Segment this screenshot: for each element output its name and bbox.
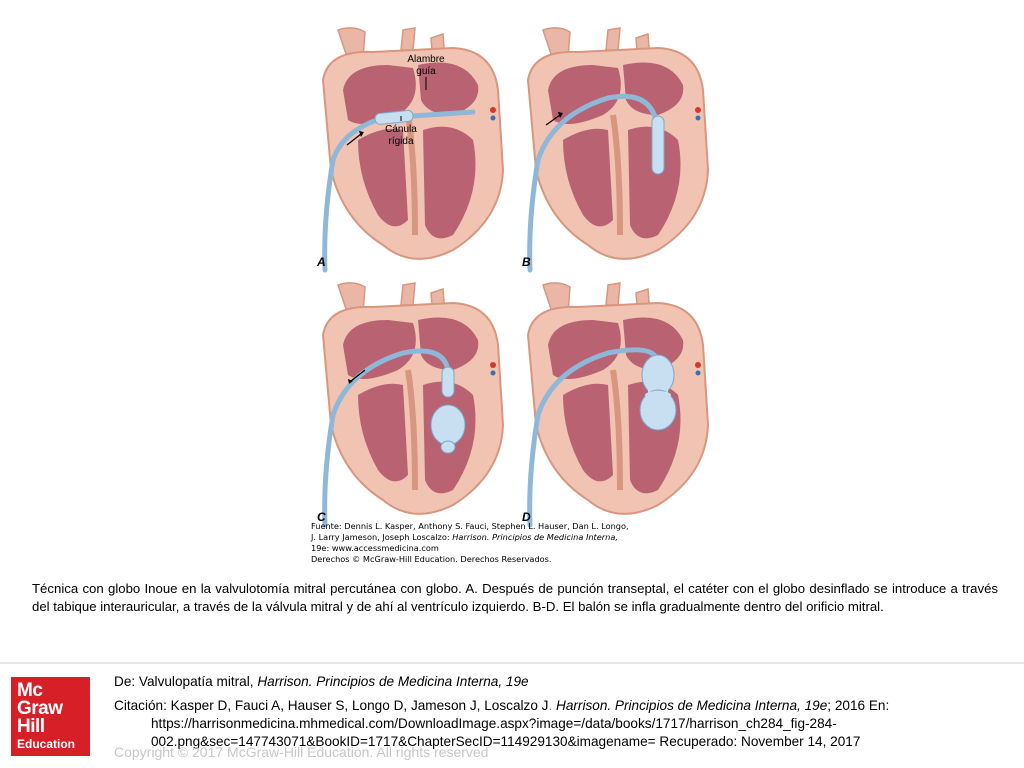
- source-line: J. Larry Jameson, Joseph Loscalzo: Harrison. Principios de Medicina Interna,: [311, 532, 618, 542]
- heart-illustration: [508, 20, 713, 275]
- citation-block: [114, 673, 1014, 760]
- heart-illustration: [303, 20, 508, 275]
- callout-cannula-line1: Cánula: [385, 124, 417, 135]
- copyright-notice: Copyright © 2017 McGraw-Hill Education. All rights reserved: [114, 744, 489, 760]
- panel-letter-a: A: [317, 255, 326, 269]
- panel-letter-c: C: [317, 510, 326, 524]
- figure-caption: Técnica con globo Inoue en la valvulotomía mitral percutánea con globo. A. Después de punción transeptal, el catéter con el globo desinflado se introduce a través del tabique interauricular, a través de la válvula mitral y de ahí al ventrículo izquierdo. B-D. El balón se infla gradualmente dentro del orificio mitral.: [32, 581, 998, 614]
- figure: [303, 20, 713, 565]
- panel-a: [303, 20, 508, 275]
- panel-b: [508, 20, 713, 275]
- heart-illustration: [508, 275, 713, 530]
- source-line: Derechos © McGraw-Hill Education. Derechos Reservados.: [311, 554, 552, 564]
- source-line: Fuente: Dennis L. Kasper, Anthony S. Fauci, Stephen L. Hauser, Dan L. Longo,: [311, 521, 629, 531]
- callout-guidewire-line2: guía: [416, 66, 436, 77]
- panel-letter-d: D: [522, 510, 531, 524]
- panel-d: [508, 275, 713, 530]
- figure-source: [311, 521, 711, 565]
- mcgraw-hill-logo: Mc Graw Hill Education: [11, 677, 90, 756]
- callout-cannula-line2: rígida: [388, 136, 414, 147]
- callout-guidewire-line1: Alambre: [407, 54, 445, 65]
- source-chapter: De: Valvulopatía mitral, Harrison. Principios de Medicina Interna, 19e: [114, 674, 529, 689]
- panel-c: [303, 275, 508, 530]
- divider: [0, 662, 1024, 664]
- heart-illustration: [303, 275, 508, 530]
- panel-letter-b: B: [522, 255, 531, 269]
- citation-text: Citación: Kasper D, Fauci A, Hauser S, Longo D, Jameson J, Loscalzo J. Harrison. Principios de Medicina Interna, 19e; 2016 En: https://harrisonmedicina.mhmedical.com/DownloadImage.aspx?image=/data/books/1717/harrison_ch284_fig-284-002.png&sec=147743071&BookID=1717&ChapterSecID=114929130&imagename= Recuperado: November 14, 2017: [114, 698, 890, 749]
- source-line: 19e: www.accessmedicina.com: [311, 543, 439, 553]
